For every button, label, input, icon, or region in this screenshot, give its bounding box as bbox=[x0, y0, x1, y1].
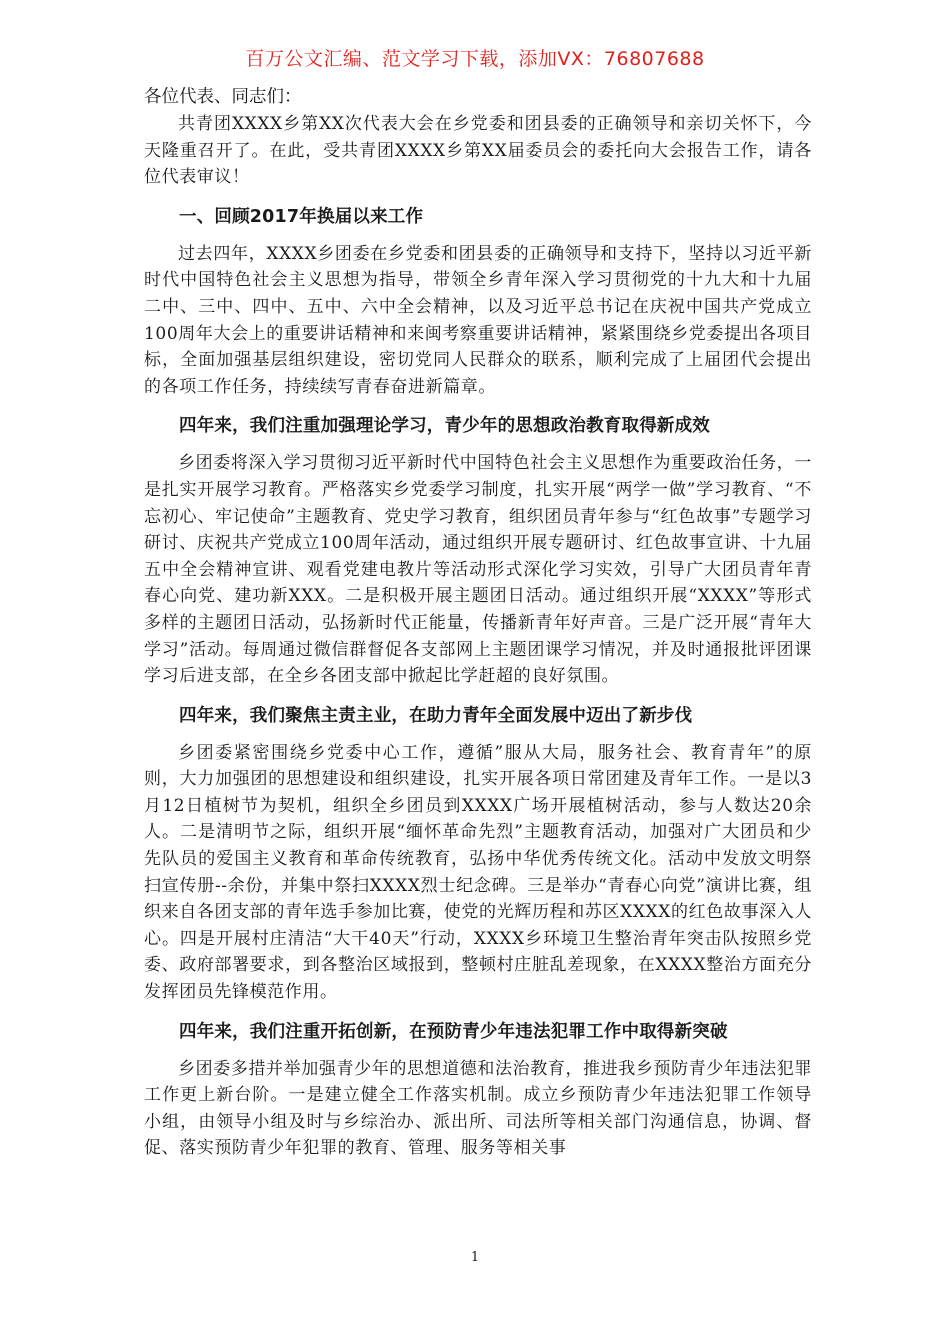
paragraph-focus: 乡团委紧密围绕乡党委中心工作，遵循”服从大局，服务社会、教育青年”的原则，大力加强团的思想建设和组织建设，扎实开展各项日常团建及青年工作。一是以3月12日植树节为契机，组织全乡团员到XXXX广场开展植树活动，参与人数达20余人。二是清明节之际，组织开展“缅怀革命先烈”主题教育活动，加强对广大团员和少先队员的爱国主义教育和革命传统教育，弘扬中华优秀传统文化。活动中发放文明祭扫宣传册--余份，并集中祭扫XXXX烈士纪念碑。三是举办“青春心向党”演讲比赛，组织来自各团支部的青年选手参加比赛，使党的光辉历程和苏区XXXX的红色故事深入人心。四是开展村庄清洁“大干40天”行动，XXXX乡环境卫生整治青年突击队按照乡党委、政府部署要求，到各整治区域报到，整顿村庄脏乱差现象，在XXXX整治方面充分发挥团员先锋模范作用。 bbox=[144, 742, 812, 1003]
ad-banner: 百万公文汇编、范文学习下载，添加VX：76807688 bbox=[245, 48, 705, 70]
paragraph-intro: 共青团XXXX乡第XX次代表大会在乡党委和团县委的正确领导和亲切关怀下，今天隆重召开了。在此，受共青团XXXX乡第XX届委员会的委托向大会报告工作，请各位代表审议！ bbox=[144, 114, 812, 188]
section-heading-review: 一、回顾2017年换届以来工作 bbox=[179, 206, 424, 227]
subheading-innovation: 四年来，我们注重开拓创新，在预防青少年违法犯罪工作中取得新突破 bbox=[179, 1021, 728, 1042]
subheading-focus: 四年来，我们聚焦主责主业，在助力青年全面发展中迈出了新步伐 bbox=[179, 705, 693, 726]
document-body bbox=[144, 84, 812, 1162]
paragraph-theory: 乡团委将深入学习贯彻习近平新时代中国特色社会主义思想作为重要政治任务，一是扎实开展学习教育。严格落实乡党委学习制度，扎实开展“两学一做”学习教育、“不忘初心、牢记使命”主题教育、党史学习教育，组织团员青年参与“红色故事”专题学习研讨、庆祝共产党成立100周年活动，通过组织开展专题研讨、红色故事宣讲、十九届五中全会精神宣讲、观看党建电教片等活动形式深化学习实效，引导广大团员青年青春心向党、建功新XXX。二是积极开展主题团日活动。通过组织开展“XXXX”等形式多样的主题团日活动，弘扬新时代正能量，传播新青年好声音。三是广泛开展“青年大学习”活动。每周通过微信群督促各支部网上主题团课学习情况，并及时通报批评团课学习后进支部，在全乡各团支部中掀起比学赶超的良好氛围。 bbox=[144, 453, 812, 687]
paragraph-prevention: 乡团委多措并举加强青少年的思想道德和法治教育，推进我乡预防青少年违法犯罪工作更上新台阶。一是建立健全工作落实机制。成立乡预防青少年违法犯罪工作领导小组，由领导小组及时与乡综治办、派出所、司法所等相关部门沟通信息，协调、督促、落实预防青少年犯罪的教育、管理、服务等相关事 bbox=[144, 1058, 812, 1159]
subheading-theory: 四年来，我们注重加强理论学习，青少年的思想政治教育取得新成效 bbox=[179, 416, 710, 437]
paragraph-review: 过去四年，XXXX乡团委在乡党委和团县委的正确领导和支持下，坚持以习近平新时代中国特色社会主义思想为指导，带领全乡青年深入学习贯彻党的十九大和十九届二中、三中、四中、五中、六中全会精神，以及习近平总书记在庆祝中国共产党成立100周年大会上的重要讲话精神和来闽考察重要讲话精神，紧紧围绕乡党委提出各项目标，全面加强基层组织建设，密切党同人民群众的联系，顺利完成了上届团代会提出的各项工作任务，持续续写青春奋进新篇章。 bbox=[144, 243, 812, 397]
salutation: 各位代表、同志们： bbox=[144, 87, 302, 107]
page-number: 1 bbox=[470, 1250, 480, 1265]
